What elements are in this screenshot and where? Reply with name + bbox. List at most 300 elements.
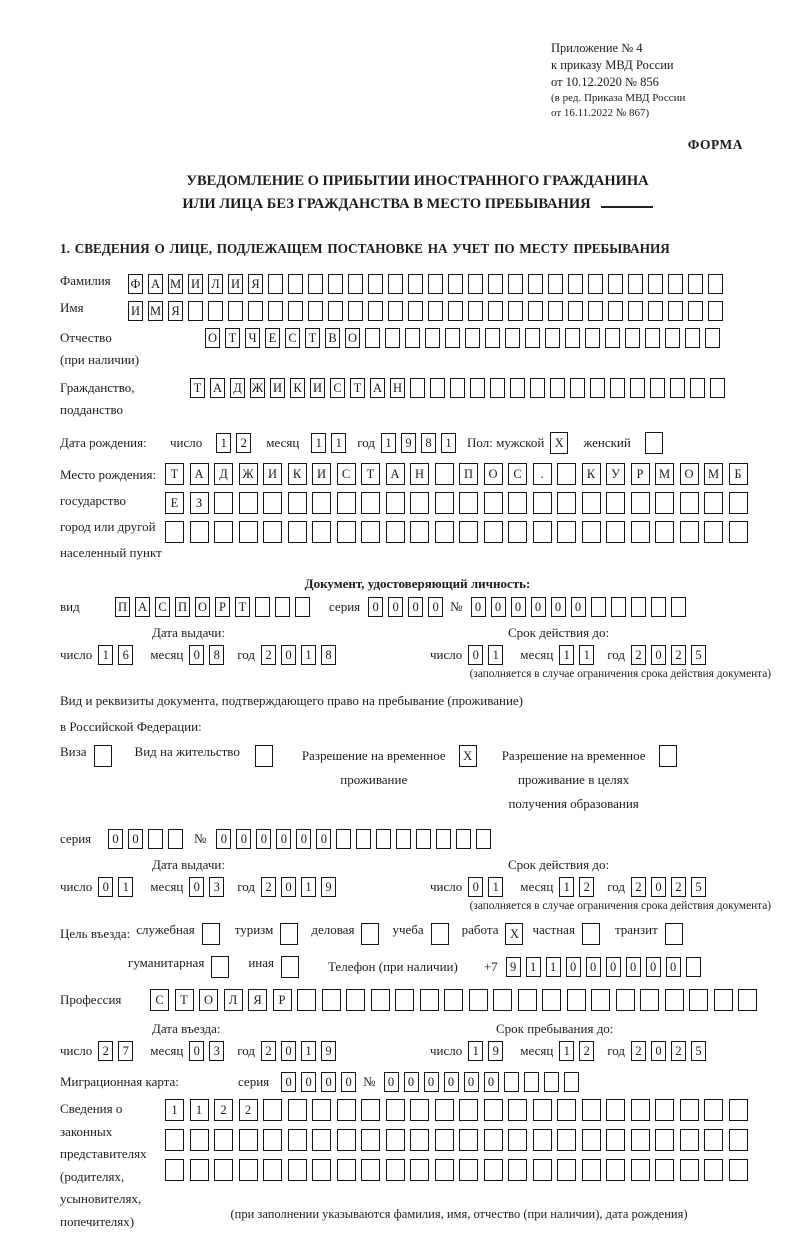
surname-field-cell[interactable] — [508, 274, 523, 294]
permit-number-field-cell[interactable]: 0 — [216, 829, 231, 849]
stay-year-field-cell[interactable]: 2 — [671, 1041, 686, 1061]
surname-field-cell[interactable] — [348, 274, 363, 294]
given-name-field-cell[interactable] — [548, 301, 563, 321]
citizenship-field-cell[interactable]: Ж — [250, 378, 265, 398]
given-name-field-cell[interactable] — [568, 301, 583, 321]
representatives-field-row3-cell[interactable] — [361, 1159, 380, 1181]
birthplace-field-row3-cell[interactable] — [557, 521, 576, 543]
citizenship-field-cell[interactable] — [570, 378, 585, 398]
profession-field-cell[interactable] — [640, 989, 659, 1011]
doc-issue-year-field-cell[interactable]: 8 — [321, 645, 336, 665]
phone-field-cell[interactable]: 0 — [646, 957, 661, 977]
permit-issue-year-field-cell[interactable]: 1 — [301, 877, 316, 897]
representatives-field-row2-cell[interactable] — [680, 1129, 699, 1151]
representatives-field-row2-cell[interactable] — [361, 1129, 380, 1151]
birthplace-field-row2-cell[interactable]: Е — [165, 492, 184, 514]
profession-field-cell[interactable]: Я — [248, 989, 267, 1011]
birthplace-field-row3-cell[interactable] — [680, 521, 699, 543]
representatives-field-row1-cell[interactable] — [386, 1099, 405, 1121]
birthplace-field-row3-cell[interactable] — [410, 521, 429, 543]
representatives-field-row1-cell[interactable] — [508, 1099, 527, 1121]
migration-number-field-cell[interactable]: 0 — [404, 1072, 419, 1092]
birthplace-field-row1-cell[interactable]: Б — [729, 463, 748, 485]
representatives-field-row2-cell[interactable] — [239, 1129, 258, 1151]
patronymic-field-cell[interactable] — [505, 328, 520, 348]
representatives-field-row2-cell[interactable] — [288, 1129, 307, 1151]
permit-number-field-cell[interactable]: 0 — [276, 829, 291, 849]
representatives-field-row1-cell[interactable] — [459, 1099, 478, 1121]
patronymic-field-cell[interactable]: О — [345, 328, 360, 348]
entry-year-field-cell[interactable]: 2 — [261, 1041, 276, 1061]
representatives-field-row3-cell[interactable] — [263, 1159, 282, 1181]
birthplace-field-row2-cell[interactable] — [214, 492, 233, 514]
doc-valid-day-field-cell[interactable]: 0 — [468, 645, 483, 665]
given-name-field-cell[interactable] — [368, 301, 383, 321]
doc-number-field-cell[interactable]: 0 — [551, 597, 566, 617]
doc-number-field-cell[interactable]: 0 — [511, 597, 526, 617]
birthplace-field-row3-cell[interactable] — [582, 521, 601, 543]
birthplace-field-row3-cell[interactable] — [312, 521, 331, 543]
migration-number-field-cell[interactable]: 0 — [464, 1072, 479, 1092]
surname-field-cell[interactable]: И — [188, 274, 203, 294]
migration-number-field-cell[interactable]: 0 — [444, 1072, 459, 1092]
birthplace-field-row2-cell[interactable]: З — [190, 492, 209, 514]
representatives-field-row3-cell[interactable] — [214, 1159, 233, 1181]
phone-field-cell[interactable] — [686, 957, 701, 977]
entry-day-field-cell[interactable]: 7 — [118, 1041, 133, 1061]
migration-series-field-cell[interactable]: 0 — [321, 1072, 336, 1092]
doc-number-field-cell[interactable] — [651, 597, 666, 617]
permit-series-field-cell[interactable]: 0 — [108, 829, 123, 849]
permit-issue-day-field-cell[interactable]: 0 — [98, 877, 113, 897]
representatives-field-row3-cell[interactable] — [680, 1159, 699, 1181]
permit-number-field-cell[interactable]: 0 — [316, 829, 331, 849]
permit-number-field-cell[interactable] — [456, 829, 471, 849]
birthplace-field-row2-cell[interactable] — [312, 492, 331, 514]
permit-number-field-cell[interactable] — [336, 829, 351, 849]
given-name-field-cell[interactable] — [388, 301, 403, 321]
permit-issue-day-field-cell[interactable]: 1 — [118, 877, 133, 897]
doc-series-field-cell[interactable]: 0 — [408, 597, 423, 617]
surname-field-cell[interactable] — [668, 274, 683, 294]
doc-number-field-cell[interactable]: 0 — [491, 597, 506, 617]
surname-field-cell[interactable] — [528, 274, 543, 294]
representatives-field-row2-cell[interactable] — [435, 1129, 454, 1151]
citizenship-field-cell[interactable] — [630, 378, 645, 398]
surname-field-cell[interactable] — [428, 274, 443, 294]
birthplace-field-row1-cell[interactable]: А — [386, 463, 405, 485]
representatives-field-row3-cell[interactable] — [704, 1159, 723, 1181]
permit-number-field-cell[interactable] — [476, 829, 491, 849]
birthplace-field-row1-cell[interactable]: И — [263, 463, 282, 485]
representatives-field-row1-cell[interactable] — [435, 1099, 454, 1121]
entry-month-field-cell[interactable]: 0 — [189, 1041, 204, 1061]
profession-field-cell[interactable] — [346, 989, 365, 1011]
patronymic-field-cell[interactable]: Т — [305, 328, 320, 348]
citizenship-field-cell[interactable] — [450, 378, 465, 398]
purpose-tourism-checkbox-cell[interactable] — [280, 923, 298, 945]
patronymic-field-cell[interactable] — [405, 328, 420, 348]
representatives-field-row2-cell[interactable] — [508, 1129, 527, 1151]
patronymic-field-cell[interactable] — [665, 328, 680, 348]
birthplace-field-row1-cell[interactable]: У — [606, 463, 625, 485]
doc-number-field-cell[interactable] — [671, 597, 686, 617]
surname-field-cell[interactable] — [268, 274, 283, 294]
doc-type-field-cell[interactable]: Т — [235, 597, 250, 617]
phone-field-cell[interactable]: 0 — [666, 957, 681, 977]
migration-series-field-cell[interactable]: 0 — [301, 1072, 316, 1092]
purpose-business-checkbox-cell[interactable] — [202, 923, 220, 945]
representatives-field-row2-cell[interactable] — [459, 1129, 478, 1151]
given-name-field-cell[interactable] — [308, 301, 323, 321]
doc-issue-year-field-cell[interactable]: 1 — [301, 645, 316, 665]
doc-type-field-cell[interactable]: С — [155, 597, 170, 617]
birthplace-field-row1-cell[interactable] — [557, 463, 576, 485]
given-name-field-cell[interactable] — [248, 301, 263, 321]
representatives-field-row3-cell[interactable] — [410, 1159, 429, 1181]
birthplace-field-row2-cell[interactable] — [606, 492, 625, 514]
representatives-field-row3-cell[interactable] — [312, 1159, 331, 1181]
birthplace-field-row2-cell[interactable] — [263, 492, 282, 514]
permit-number-field-cell[interactable]: 0 — [236, 829, 251, 849]
doc-number-field-cell[interactable]: 0 — [571, 597, 586, 617]
migration-number-field-cell[interactable]: 0 — [384, 1072, 399, 1092]
birthplace-field-row1-cell[interactable]: О — [484, 463, 503, 485]
representatives-field-row1-cell[interactable] — [655, 1099, 674, 1121]
birthplace-field-row1-cell[interactable]: О — [680, 463, 699, 485]
representatives-field-row3-cell[interactable] — [606, 1159, 625, 1181]
doc-issue-day-field-cell[interactable]: 6 — [118, 645, 133, 665]
patronymic-field-cell[interactable] — [365, 328, 380, 348]
given-name-field-cell[interactable] — [408, 301, 423, 321]
surname-field-cell[interactable]: А — [148, 274, 163, 294]
surname-field-cell[interactable]: Я — [248, 274, 263, 294]
representatives-field-row1-cell[interactable] — [533, 1099, 552, 1121]
permit-series-field-cell[interactable]: 0 — [128, 829, 143, 849]
residence-permit-checkbox-cell[interactable] — [255, 745, 273, 767]
surname-field-cell[interactable] — [488, 274, 503, 294]
profession-field-cell[interactable] — [518, 989, 537, 1011]
given-name-field-cell[interactable] — [708, 301, 723, 321]
birthplace-field-row3-cell[interactable] — [459, 521, 478, 543]
citizenship-field-cell[interactable]: И — [310, 378, 325, 398]
surname-field-cell[interactable] — [568, 274, 583, 294]
birthplace-field-row2-cell[interactable] — [582, 492, 601, 514]
representatives-field-row2-cell[interactable] — [704, 1129, 723, 1151]
birthplace-field-row2-cell[interactable] — [337, 492, 356, 514]
birthplace-field-row1-cell[interactable]: А — [190, 463, 209, 485]
representatives-field-row2-cell[interactable] — [729, 1129, 748, 1151]
profession-field-cell[interactable] — [591, 989, 610, 1011]
birthplace-field-row3-cell[interactable] — [655, 521, 674, 543]
birthplace-field-row1-cell[interactable]: Д — [214, 463, 233, 485]
birthplace-field-row1-cell[interactable]: М — [655, 463, 674, 485]
birthplace-field-row2-cell[interactable] — [729, 492, 748, 514]
birthplace-field-row3-cell[interactable] — [435, 521, 454, 543]
profession-field-cell[interactable]: Р — [273, 989, 292, 1011]
representatives-field-row3-cell[interactable] — [655, 1159, 674, 1181]
birth-year-field-cell[interactable]: 9 — [401, 433, 416, 453]
given-name-field-cell[interactable] — [528, 301, 543, 321]
entry-month-field-cell[interactable]: 3 — [209, 1041, 224, 1061]
surname-field-cell[interactable] — [408, 274, 423, 294]
citizenship-field-cell[interactable] — [470, 378, 485, 398]
phone-field-cell[interactable]: 0 — [606, 957, 621, 977]
stay-year-field-cell[interactable]: 0 — [651, 1041, 666, 1061]
profession-field-cell[interactable] — [297, 989, 316, 1011]
birthplace-field-row1-cell[interactable]: И — [312, 463, 331, 485]
representatives-field-row1-cell[interactable] — [484, 1099, 503, 1121]
birthplace-field-row2-cell[interactable] — [459, 492, 478, 514]
doc-series-field-cell[interactable]: 0 — [368, 597, 383, 617]
patronymic-field-cell[interactable] — [445, 328, 460, 348]
patronymic-field-cell[interactable] — [485, 328, 500, 348]
representatives-field-row1-cell[interactable] — [312, 1099, 331, 1121]
birthplace-field-row3-cell[interactable] — [704, 521, 723, 543]
permit-number-field-cell[interactable] — [356, 829, 371, 849]
doc-number-field-cell[interactable]: 0 — [471, 597, 486, 617]
profession-field-cell[interactable] — [395, 989, 414, 1011]
profession-field-cell[interactable] — [542, 989, 561, 1011]
representatives-field-row2-cell[interactable] — [386, 1129, 405, 1151]
representatives-field-row3-cell[interactable] — [582, 1159, 601, 1181]
entry-day-field-cell[interactable]: 2 — [98, 1041, 113, 1061]
patronymic-field-cell[interactable] — [425, 328, 440, 348]
surname-field-cell[interactable] — [548, 274, 563, 294]
citizenship-field-cell[interactable]: С — [330, 378, 345, 398]
given-name-field-cell[interactable]: М — [148, 301, 163, 321]
representatives-field-row1-cell[interactable] — [288, 1099, 307, 1121]
profession-field-cell[interactable] — [738, 989, 757, 1011]
citizenship-field-cell[interactable]: Т — [190, 378, 205, 398]
representatives-field-row1-cell[interactable] — [729, 1099, 748, 1121]
doc-series-field-cell[interactable]: 0 — [428, 597, 443, 617]
doc-issue-year-field-cell[interactable]: 0 — [281, 645, 296, 665]
doc-type-field-cell[interactable]: П — [115, 597, 130, 617]
citizenship-field-cell[interactable]: Н — [390, 378, 405, 398]
temp-residence-checkbox-cell[interactable]: X — [459, 745, 477, 767]
doc-type-field-cell[interactable]: Р — [215, 597, 230, 617]
given-name-field-cell[interactable] — [208, 301, 223, 321]
citizenship-field-cell[interactable] — [710, 378, 725, 398]
representatives-field-row1-cell[interactable] — [410, 1099, 429, 1121]
representatives-field-row1-cell[interactable]: 1 — [190, 1099, 209, 1121]
birthplace-field-row2-cell[interactable] — [435, 492, 454, 514]
surname-field-cell[interactable]: Ф — [128, 274, 143, 294]
representatives-field-row2-cell[interactable] — [631, 1129, 650, 1151]
birthplace-field-row1-cell[interactable]: К — [288, 463, 307, 485]
doc-issue-day-field-cell[interactable]: 1 — [98, 645, 113, 665]
sex-female-checkbox-cell[interactable] — [645, 432, 663, 454]
profession-field-cell[interactable]: О — [199, 989, 218, 1011]
representatives-field-row2-cell[interactable] — [484, 1129, 503, 1151]
surname-field-cell[interactable]: И — [228, 274, 243, 294]
birthplace-field-row2-cell[interactable] — [288, 492, 307, 514]
doc-type-field-cell[interactable]: П — [175, 597, 190, 617]
doc-type-field-cell[interactable] — [295, 597, 310, 617]
citizenship-field-cell[interactable] — [650, 378, 665, 398]
entry-year-field-cell[interactable]: 9 — [321, 1041, 336, 1061]
profession-field-cell[interactable] — [665, 989, 684, 1011]
representatives-field-row1-cell[interactable] — [361, 1099, 380, 1121]
birthplace-field-row3-cell[interactable] — [214, 521, 233, 543]
representatives-field-row3-cell[interactable] — [557, 1159, 576, 1181]
doc-issue-month-field-cell[interactable]: 0 — [189, 645, 204, 665]
representatives-field-row2-cell[interactable] — [557, 1129, 576, 1151]
birthplace-field-row1-cell[interactable]: П — [459, 463, 478, 485]
surname-field-cell[interactable] — [708, 274, 723, 294]
profession-field-cell[interactable] — [420, 989, 439, 1011]
patronymic-field-cell[interactable] — [465, 328, 480, 348]
permit-number-field-cell[interactable] — [436, 829, 451, 849]
permit-valid-year-field-cell[interactable]: 2 — [671, 877, 686, 897]
representatives-field-row2-cell[interactable] — [165, 1129, 184, 1151]
given-name-field-cell[interactable] — [448, 301, 463, 321]
given-name-field-cell[interactable] — [608, 301, 623, 321]
representatives-field-row1-cell[interactable] — [631, 1099, 650, 1121]
permit-valid-day-field-cell[interactable]: 1 — [488, 877, 503, 897]
given-name-field-cell[interactable] — [428, 301, 443, 321]
birthplace-field-row1-cell[interactable]: М — [704, 463, 723, 485]
permit-number-field-cell[interactable]: 0 — [296, 829, 311, 849]
permit-series-field-cell[interactable] — [148, 829, 163, 849]
permit-valid-month-field-cell[interactable]: 2 — [579, 877, 594, 897]
birth-year-field-cell[interactable]: 8 — [421, 433, 436, 453]
representatives-field-row2-cell[interactable] — [606, 1129, 625, 1151]
birth-month-field-cell[interactable]: 1 — [331, 433, 346, 453]
birthplace-field-row2-cell[interactable] — [557, 492, 576, 514]
given-name-field-cell[interactable] — [288, 301, 303, 321]
patronymic-field-cell[interactable] — [645, 328, 660, 348]
given-name-field-cell[interactable] — [228, 301, 243, 321]
birth-month-field-cell[interactable]: 1 — [311, 433, 326, 453]
surname-field-cell[interactable] — [588, 274, 603, 294]
doc-number-field-cell[interactable] — [591, 597, 606, 617]
birthplace-field-row3-cell[interactable] — [729, 521, 748, 543]
permit-valid-year-field-cell[interactable]: 2 — [631, 877, 646, 897]
representatives-field-row3-cell[interactable] — [631, 1159, 650, 1181]
permit-number-field-cell[interactable] — [396, 829, 411, 849]
profession-field-cell[interactable] — [714, 989, 733, 1011]
purpose-other-checkbox-cell[interactable] — [281, 956, 299, 978]
representatives-field-row2-cell[interactable] — [214, 1129, 233, 1151]
birthplace-field-row3-cell[interactable] — [508, 521, 527, 543]
citizenship-field-cell[interactable] — [610, 378, 625, 398]
representatives-field-row3-cell[interactable] — [533, 1159, 552, 1181]
patronymic-field-cell[interactable]: О — [205, 328, 220, 348]
given-name-field-cell[interactable] — [468, 301, 483, 321]
permit-issue-year-field-cell[interactable]: 0 — [281, 877, 296, 897]
surname-field-cell[interactable] — [388, 274, 403, 294]
birthplace-field-row2-cell[interactable] — [704, 492, 723, 514]
birthplace-field-row2-cell[interactable] — [361, 492, 380, 514]
doc-valid-year-field-cell[interactable]: 2 — [671, 645, 686, 665]
given-name-field-cell[interactable] — [668, 301, 683, 321]
birthplace-field-row1-cell[interactable]: К — [582, 463, 601, 485]
given-name-field-cell[interactable]: И — [128, 301, 143, 321]
citizenship-field-cell[interactable]: Т — [350, 378, 365, 398]
surname-field-cell[interactable] — [368, 274, 383, 294]
permit-number-field-cell[interactable] — [416, 829, 431, 849]
migration-number-field-cell[interactable] — [564, 1072, 579, 1092]
stay-day-field-cell[interactable]: 9 — [488, 1041, 503, 1061]
stay-day-field-cell[interactable]: 1 — [468, 1041, 483, 1061]
surname-field-cell[interactable]: Л — [208, 274, 223, 294]
birthplace-field-row3-cell[interactable] — [190, 521, 209, 543]
given-name-field-cell[interactable] — [268, 301, 283, 321]
citizenship-field-cell[interactable]: А — [210, 378, 225, 398]
citizenship-field-cell[interactable]: И — [270, 378, 285, 398]
permit-valid-year-field-cell[interactable]: 5 — [691, 877, 706, 897]
birthplace-field-row3-cell[interactable] — [533, 521, 552, 543]
surname-field-cell[interactable] — [688, 274, 703, 294]
permit-number-field-cell[interactable]: 0 — [256, 829, 271, 849]
profession-field-cell[interactable] — [444, 989, 463, 1011]
migration-series-field-cell[interactable]: 0 — [341, 1072, 356, 1092]
phone-field-cell[interactable]: 0 — [566, 957, 581, 977]
purpose-private-checkbox-cell[interactable] — [582, 923, 600, 945]
birthplace-field-row3-cell[interactable] — [631, 521, 650, 543]
representatives-field-row2-cell[interactable] — [582, 1129, 601, 1151]
birthplace-field-row1-cell[interactable]: . — [533, 463, 552, 485]
phone-field-cell[interactable]: 0 — [626, 957, 641, 977]
doc-number-field-cell[interactable] — [611, 597, 626, 617]
birthplace-field-row3-cell[interactable] — [263, 521, 282, 543]
representatives-field-row3-cell[interactable] — [508, 1159, 527, 1181]
citizenship-field-cell[interactable] — [510, 378, 525, 398]
stay-year-field-cell[interactable]: 5 — [691, 1041, 706, 1061]
doc-valid-month-field-cell[interactable]: 1 — [579, 645, 594, 665]
birth-day-field-cell[interactable]: 1 — [216, 433, 231, 453]
birthplace-field-row3-cell[interactable] — [239, 521, 258, 543]
migration-number-field-cell[interactable]: 0 — [484, 1072, 499, 1092]
doc-type-field-cell[interactable] — [275, 597, 290, 617]
patronymic-field-cell[interactable]: Е — [265, 328, 280, 348]
representatives-field-row1-cell[interactable]: 2 — [214, 1099, 233, 1121]
representatives-field-row3-cell[interactable] — [239, 1159, 258, 1181]
birthplace-field-row1-cell[interactable]: Р — [631, 463, 650, 485]
surname-field-cell[interactable] — [468, 274, 483, 294]
purpose-study-checkbox-cell[interactable] — [431, 923, 449, 945]
representatives-field-row1-cell[interactable] — [582, 1099, 601, 1121]
representatives-field-row3-cell[interactable] — [190, 1159, 209, 1181]
patronymic-field-cell[interactable] — [685, 328, 700, 348]
profession-field-cell[interactable] — [371, 989, 390, 1011]
citizenship-field-cell[interactable] — [410, 378, 425, 398]
birth-year-field-cell[interactable]: 1 — [381, 433, 396, 453]
representatives-field-row3-cell[interactable] — [386, 1159, 405, 1181]
surname-field-cell[interactable] — [608, 274, 623, 294]
profession-field-cell[interactable] — [322, 989, 341, 1011]
patronymic-field-cell[interactable] — [565, 328, 580, 348]
representatives-field-row3-cell[interactable] — [729, 1159, 748, 1181]
doc-type-field-cell[interactable]: А — [135, 597, 150, 617]
given-name-field-cell[interactable] — [588, 301, 603, 321]
patronymic-field-cell[interactable] — [385, 328, 400, 348]
visa-checkbox-cell[interactable] — [94, 745, 112, 767]
doc-number-field-cell[interactable] — [631, 597, 646, 617]
migration-number-field-cell[interactable] — [524, 1072, 539, 1092]
birthplace-field-row3-cell[interactable] — [337, 521, 356, 543]
surname-field-cell[interactable] — [448, 274, 463, 294]
birthplace-field-row1-cell[interactable]: Ж — [239, 463, 258, 485]
birthplace-field-row1-cell[interactable] — [435, 463, 454, 485]
given-name-field-cell[interactable] — [628, 301, 643, 321]
birthplace-field-row3-cell[interactable] — [386, 521, 405, 543]
citizenship-field-cell[interactable] — [530, 378, 545, 398]
purpose-commercial-checkbox-cell[interactable] — [361, 923, 379, 945]
profession-field-cell[interactable]: Т — [175, 989, 194, 1011]
